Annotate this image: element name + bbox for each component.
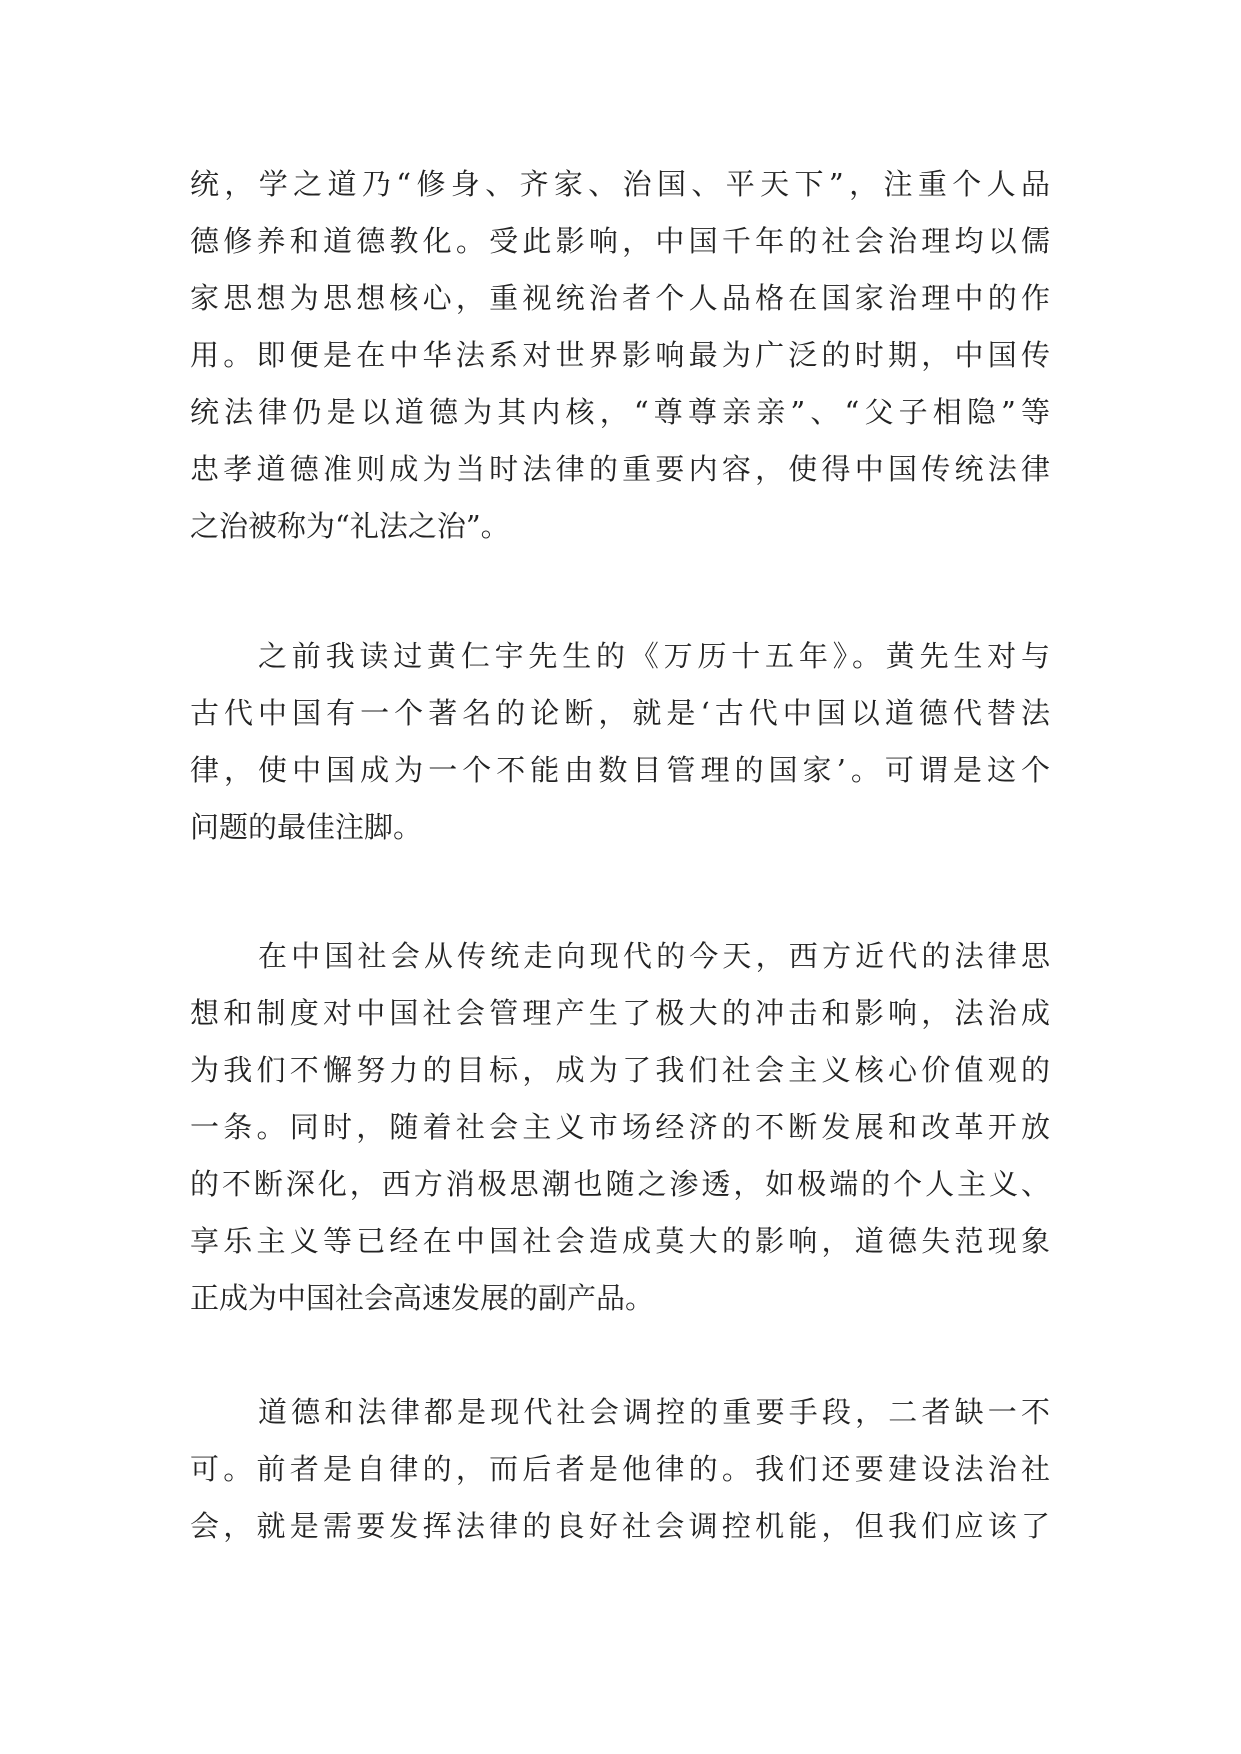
text-line: 德修养和道德教化。受此影响，中国千年的社会治理均以儒 — [190, 224, 1050, 258]
text-line: 享乐主义等已经在中国社会造成莫大的影响，道德失范现象 — [190, 1224, 1050, 1258]
text-line: 统法律仍是以道德为其内核，“尊尊亲亲”、“父子相隐”等 — [190, 395, 1050, 429]
text-line: 想和制度对中国社会管理产生了极大的冲击和影响，法治成 — [190, 996, 1050, 1030]
text-line: 可。前者是自律的，而后者是他律的。我们还要建设法治社 — [190, 1452, 1050, 1486]
text-line: 一条。同时，随着社会主义市场经济的不断发展和改革开放 — [190, 1110, 1050, 1144]
text-line: 律，使中国成为一个不能由数目管理的国家’。可谓是这个 — [190, 753, 1050, 787]
text-line: 道德和法律都是现代社会调控的重要手段，二者缺一不 — [258, 1395, 1050, 1429]
text-line: 为我们不懈努力的目标，成为了我们社会主义核心价值观的 — [190, 1053, 1050, 1087]
paragraph-modern-society — [190, 928, 1050, 1327]
text-line: 忠孝道德准则成为当时法律的重要内容，使得中国传统法律 — [190, 452, 1050, 486]
text-line: 正成为中国社会高速发展的副产品。 — [190, 1281, 655, 1315]
text-line: 的不断深化，西方消极思潮也随之渗透，如极端的个人主义、 — [190, 1167, 1050, 1201]
text-line: 在中国社会从传统走向现代的今天，西方近代的法律思 — [258, 939, 1050, 973]
text-line: 用。即便是在中华法系对世界影响最为广泛的时期，中国传 — [190, 338, 1050, 372]
paragraph-huang-renyu — [190, 628, 1050, 856]
text-line: 问题的最佳注脚。 — [190, 810, 423, 844]
text-line: 古代中国有一个著名的论断，就是‘古代中国以道德代替法 — [190, 696, 1050, 730]
text-line: 之前我读过黄仁宇先生的《万历十五年》。黄先生对与 — [258, 639, 1050, 673]
paragraph-morality-and-law — [190, 1384, 1050, 1555]
paragraph-confucian-governance — [190, 156, 1050, 555]
text-line: 家思想为思想核心，重视统治者个人品格在国家治理中的作 — [190, 281, 1050, 315]
text-line: 会，就是需要发挥法律的良好社会调控机能，但我们应该了 — [190, 1509, 1050, 1543]
text-line: 统，学之道乃“修身、齐家、治国、平天下”，注重个人品 — [190, 167, 1050, 201]
text-line: 之治被称为“礼法之治”。 — [190, 509, 510, 543]
